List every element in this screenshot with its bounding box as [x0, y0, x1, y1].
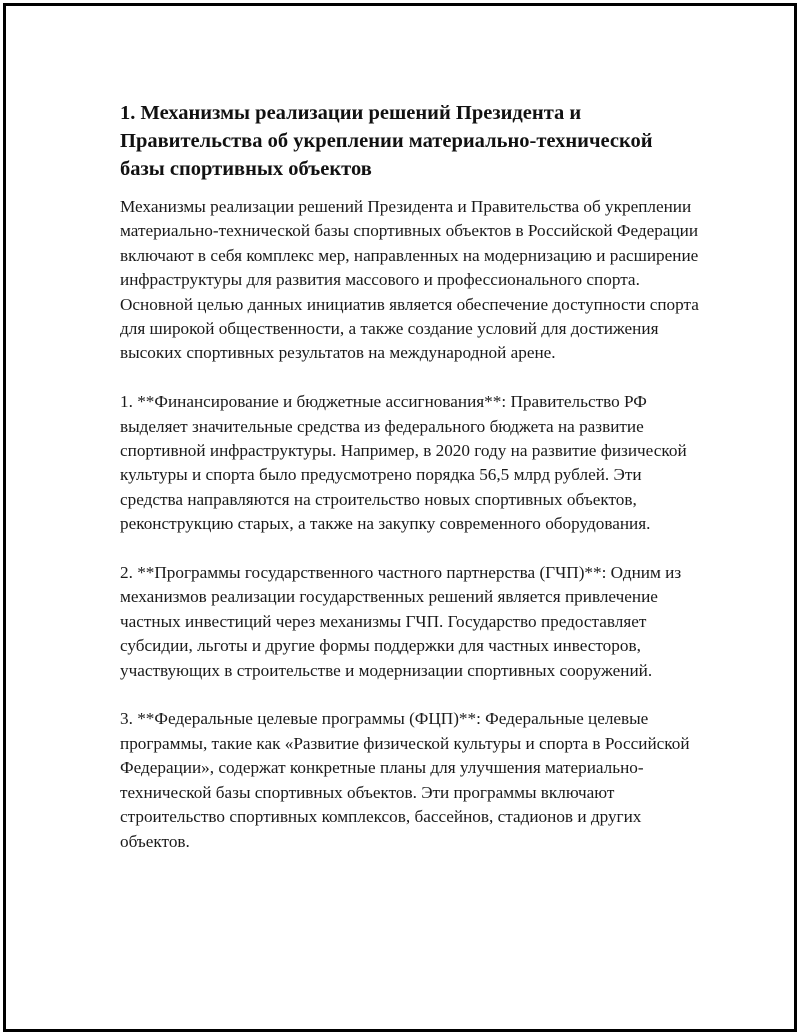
- document-title: 1. Механизмы реализации решений Президента и Правительства об укреплении материально-технической базы спортивных объектов: [120, 102, 653, 180]
- federal-programs-paragraph: 3. **Федеральные целевые программы (ФЦП)**: Федеральные целевые программы, такие как «Развитие физической культуры и спорта в Российской Федерации», содержат конкретные планы для улучшения материально-технической базы спортивных объектов. Эти программы включают строительство спортивных комплексов, бассейнов, стадионов и других объектов.: [120, 709, 690, 851]
- intro-paragraph: Механизмы реализации решений Президента и Правительства об укреплении материально-технической базы спортивных объектов в Российской Федерации включают в себя комплекс мер, направленных на модернизацию и расширение инфраструктуры для развития массового и профессионального спорта. Основной целью данных инициатив является обеспечение доступности спорта для широкой общественности, а также создание условий для достижения высоких спортивных результатов на международной арене.: [120, 197, 699, 363]
- ppp-paragraph: 2. **Программы государственного частного партнерства (ГЧП)**: Одним из механизмов реализации государственных решений является привлечение частных инвестиций через механизмы ГЧП. Государство предоставляет субсидии, льготы и другие формы поддержки для частных инвесторов, участвующих в строительстве и модернизации спортивных сооружений.: [120, 563, 682, 680]
- financing-paragraph: 1. **Финансирование и бюджетные ассигнования**: Правительство РФ выделяет значительные средства из федерального бюджета на развитие спортивной инфраструктуры. Например, в 2020 году на развитие физической культуры и спорта было предусмотрено порядка 56,5 млрд рублей. Эти средства направляются на строительство новых спортивных объектов, реконструкцию старых, а также на закупку современного оборудования.: [120, 392, 687, 534]
- document-body: [120, 99, 700, 878]
- page-frame: [3, 3, 797, 1032]
